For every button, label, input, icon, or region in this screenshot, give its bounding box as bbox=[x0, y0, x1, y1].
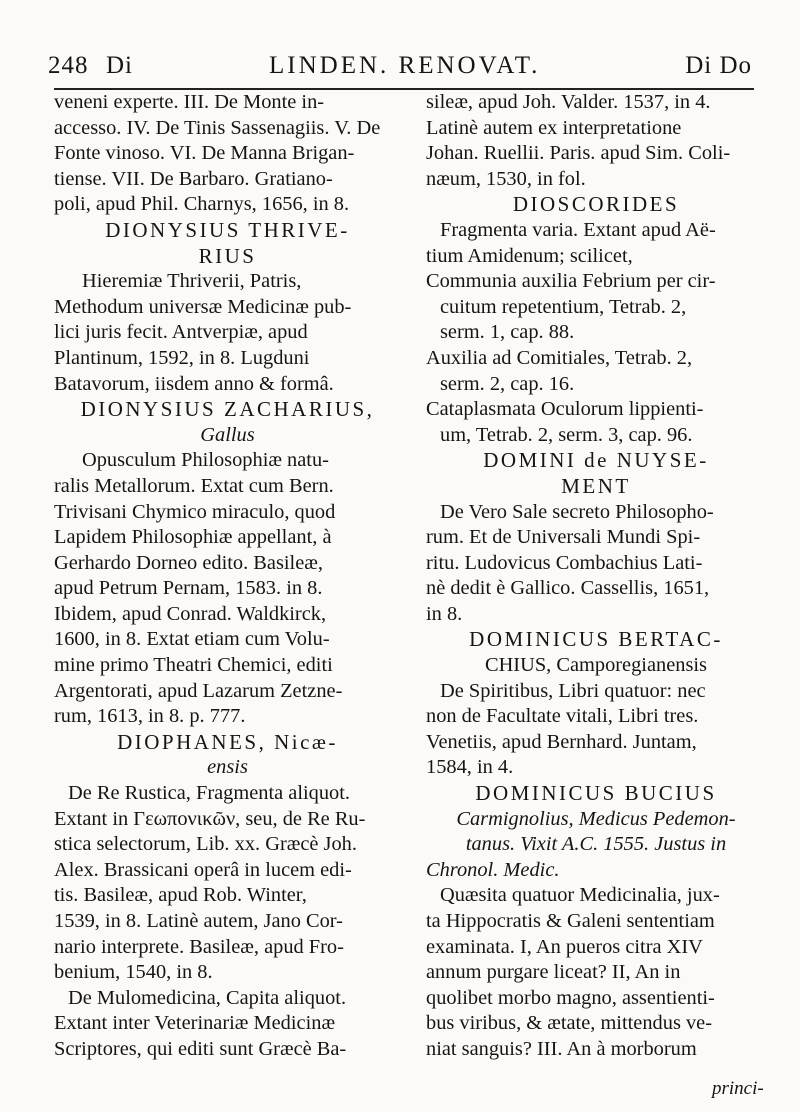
text-line: Ibidem, apud Conrad. Waldkirck, bbox=[54, 602, 327, 625]
text-line: nè dedit è Gallico. Cassellis, 1651, bbox=[426, 577, 710, 600]
catchword: princi- bbox=[712, 1078, 764, 1099]
text-line: 1539, in 8. Latinè autem, Jano Cor- bbox=[54, 910, 343, 932]
text-line: 1584, in 4. bbox=[426, 756, 514, 779]
entry-heading-dioscorides: DIOSCORIDES bbox=[512, 192, 680, 217]
entry-subtitle: Carmignolius, Medicus Pedemon- bbox=[456, 807, 736, 830]
text-line: serm. 1, cap. 88. bbox=[440, 321, 575, 344]
text-line: Venetiis, apud Bernhard. Juntam, bbox=[426, 730, 697, 753]
entry-heading-dionysius-thriverius: DIONYSIUS THRIVE- bbox=[105, 217, 350, 242]
text-line: benium, 1540, in 8. bbox=[54, 961, 213, 984]
text-line: Fonte vinoso. VI. De Manna Brigan- bbox=[54, 142, 355, 165]
right-column bbox=[426, 90, 766, 1063]
entry-heading-diophanes: DIOPHANES, Nicæ- bbox=[117, 729, 338, 754]
text-line: Gerhardo Dorneo edito. Basileæ, bbox=[54, 551, 323, 574]
entry-text-line: De Spiritibus, Libri quatuor: nec bbox=[440, 679, 706, 702]
text-line: Plantinum, 1592, in 8. Lugduni bbox=[54, 346, 310, 369]
text-line: quolibet morbo magno, assentienti- bbox=[426, 986, 715, 1009]
text-line: Methodum universæ Medicinæ pub- bbox=[54, 295, 352, 318]
text-line: poli, apud Phil. Charnys, 1656, in 8. bbox=[54, 193, 350, 216]
text-line: ralis Metallorum. Extat cum Bern. bbox=[54, 474, 334, 497]
text-line: bus viribus, & ætate, mittendus ve- bbox=[426, 1012, 713, 1035]
entry-text-line: De Mulomedicina, Capita aliquot. bbox=[68, 986, 347, 1009]
text-line: ritu. Ludovicus Combachius Lati- bbox=[426, 551, 703, 574]
text-line: Lapidem Philosophiæ appellant, à bbox=[54, 526, 332, 549]
entry-text-line: De Vero Sale secreto Philosopho- bbox=[440, 500, 714, 523]
entry-heading-continued: MENT bbox=[561, 473, 631, 498]
text-line: rum. Et de Universali Mundi Spi- bbox=[426, 526, 701, 549]
text-line: annum purgare liceat? II, An in bbox=[426, 961, 681, 984]
text-line: Cataplasmata Oculorum lippienti- bbox=[426, 398, 704, 421]
entry-heading-domini-de-nuysement: DOMINI de NUYSE- bbox=[483, 448, 709, 473]
text-line: serm. 2, cap. 16. bbox=[440, 372, 575, 395]
entry-subtitle: ensis bbox=[207, 756, 248, 779]
page-number: 248 bbox=[48, 52, 89, 79]
text-line: rum, 1613, in 8. p. 777. bbox=[54, 705, 246, 728]
text-line: stica selectorum, Lib. xx. Græcè Joh. bbox=[54, 833, 357, 856]
running-head bbox=[44, 52, 756, 88]
entry-heading-dionysius-zacharius: DIONYSIUS ZACHARIUS, bbox=[80, 397, 375, 422]
text-line: lici juris fecit. Antverpiæ, apud bbox=[54, 321, 308, 344]
entry-heading-dominicus-bertacchius: DOMINICUS BERTAC- bbox=[469, 627, 723, 652]
entry-subtitle: CHIUS, Camporegianensis bbox=[484, 654, 707, 677]
text-line: Alex. Brassicani operâ in lucem edi- bbox=[54, 858, 352, 881]
entry-text-line: Quæsita quatuor Medicinalia, jux- bbox=[440, 884, 720, 907]
text-line: examinata. I, An pueros citra XIV bbox=[426, 935, 703, 958]
text-line: um, Tetrab. 2, serm. 3, cap. 96. bbox=[440, 423, 693, 446]
running-head-right-label: Di Do bbox=[685, 52, 752, 79]
entry-subtitle: tanus. Vixit A.C. 1555. Justus in bbox=[465, 833, 727, 856]
text-line: ta Hippocratis & Galeni sententiam bbox=[426, 910, 715, 932]
entry-text-line: Opusculum Philosophiæ natu- bbox=[82, 449, 329, 472]
text-line: sileæ, apud Joh. Valder. 1537, in 4. bbox=[426, 91, 711, 113]
text-line: 1600, in 8. Extat etiam cum Volu- bbox=[54, 628, 330, 651]
text-line: tis. Basileæ, apud Rob. Winter, bbox=[54, 884, 307, 907]
text-line: niat sanguis? III. An à morborum bbox=[426, 1037, 697, 1060]
entry-text-line: De Re Rustica, Fragmenta aliquot. bbox=[68, 782, 351, 805]
text-line: Extant in Γεωπονικῶν, seu, de Re Ru- bbox=[54, 807, 366, 830]
text-line: nario interprete. Basileæ, apud Fro- bbox=[54, 935, 344, 958]
text-line: non de Facultate vitali, Libri tres. bbox=[426, 705, 699, 728]
text-line: Communia auxilia Febrium per cir- bbox=[426, 270, 716, 293]
entry-heading-dominicus-bucius: DOMINICUS BUCIUS bbox=[475, 781, 717, 806]
text-line: Scriptores, qui editi sunt Græcè Ba- bbox=[54, 1037, 347, 1060]
text-line: Johan. Ruellii. Paris. apud Sim. Coli- bbox=[426, 142, 731, 165]
text-line: mine primo Theatri Chemici, editi bbox=[54, 654, 333, 677]
running-head-left-label: Di bbox=[106, 52, 133, 79]
text-line: Trivisani Chymico miraculo, quod bbox=[54, 500, 336, 523]
entry-subtitle: Gallus bbox=[200, 423, 255, 446]
text-line: cuitum repetentium, Tetrab. 2, bbox=[440, 295, 687, 318]
left-column bbox=[54, 90, 401, 1063]
text-line: Argentorati, apud Lazarum Zetzne- bbox=[54, 679, 343, 702]
text-line: tiense. VII. De Barbaro. Gratiano- bbox=[54, 167, 333, 190]
text-line: accesso. IV. De Tinis Sassenagiis. V. De bbox=[54, 116, 381, 139]
text-line: apud Petrum Pernam, 1583. in 8. bbox=[54, 577, 323, 600]
text-line: næum, 1530, in fol. bbox=[426, 167, 586, 190]
text-line: Latinè autem ex interpretatione bbox=[426, 116, 682, 139]
entry-heading-continued: RIUS bbox=[198, 243, 257, 268]
text-line: Auxilia ad Comitiales, Tetrab. 2, bbox=[426, 346, 693, 369]
entry-text-line: Fragmenta varia. Extant apud Aë- bbox=[440, 218, 716, 241]
entry-subtitle: Chronol. Medic. bbox=[426, 858, 560, 881]
text-line: tium Amidenum; scilicet, bbox=[426, 244, 633, 267]
text-line: in 8. bbox=[426, 602, 463, 625]
running-head-title: LINDEN. RENOVAT. bbox=[269, 52, 541, 79]
entry-text-line: Hieremiæ Thriverii, Patris, bbox=[82, 270, 302, 293]
text-line: veneni experte. III. De Monte in- bbox=[54, 91, 325, 113]
text-line: Extant inter Veterinariæ Medicinæ bbox=[54, 1012, 336, 1035]
text-line: Batavorum, iisdem anno & formâ. bbox=[54, 372, 334, 395]
